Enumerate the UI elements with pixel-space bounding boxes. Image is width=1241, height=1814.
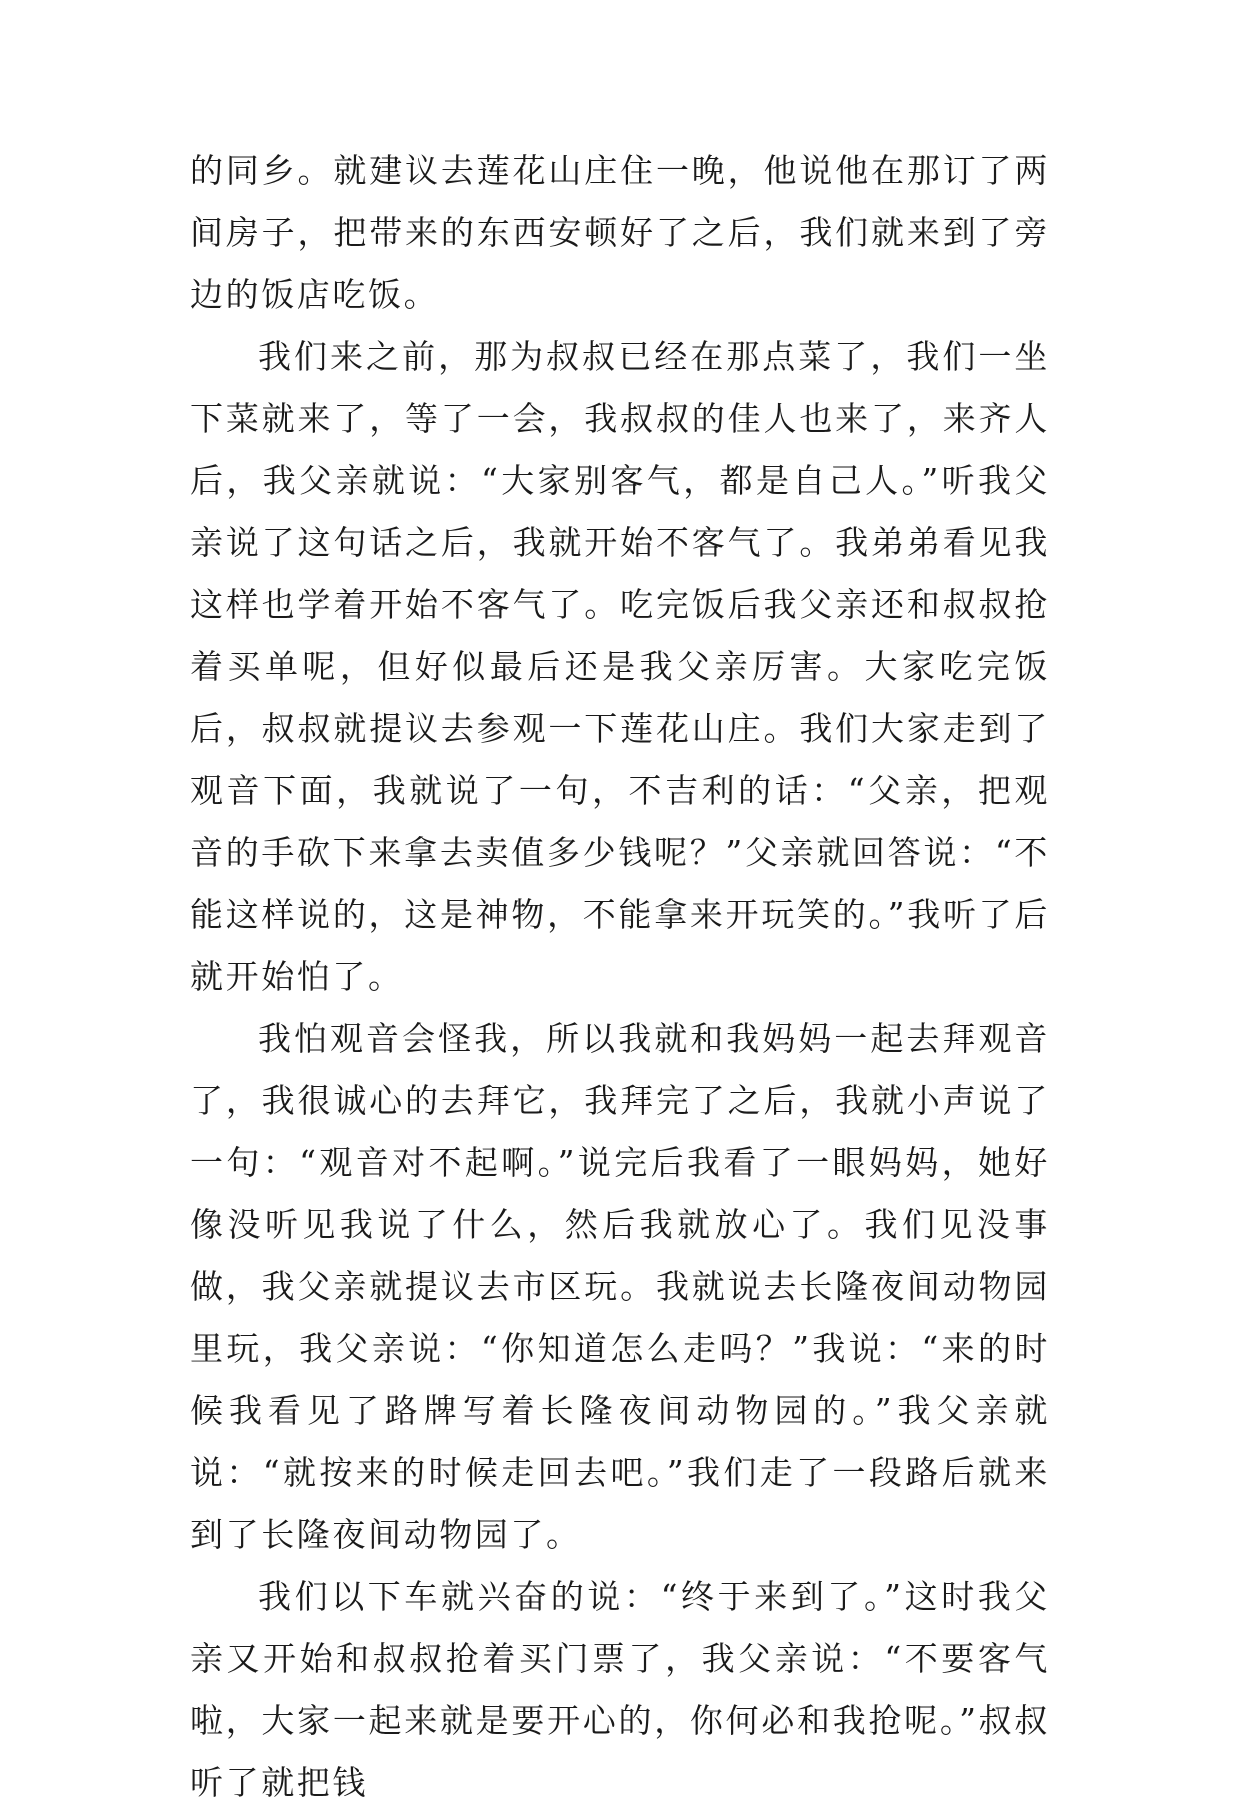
paragraph-4: 我们以下车就兴奋的说：“终于来到了。”这时我父亲又开始和叔叔抢着买门票了，我父亲说：“不要客气啦，大家一起来就是要开心的，你何必和我抢呢。”叔叔听了就把钱 (190, 1577, 1050, 1802)
paragraph-1: 的同乡。就建议去莲花山庄住一晚，他说他在那订了两间房子，把带来的东西安顿好了之后，我们就来到了旁边的饭店吃饭。 (190, 151, 1050, 314)
paragraph-3: 我怕观音会怪我，所以我就和我妈妈一起去拜观音了，我很诚心的去拜它，我拜完了之后，我就小声说了一句：“观音对不起啊。”说完后我看了一眼妈妈，她好像没听见我说了什么，然后我就放心了。我们见没事做，我父亲就提议去市区玩。我就说去长隆夜间动物园里玩，我父亲说：“你知道怎么走吗？”我说：“来的时候我看见了路牌写着长隆夜间动物园的。”我父亲就说：“就按来的时候走回去吧。”我们走了一段路后就来到了长隆夜间动物园了。 (190, 1019, 1050, 1554)
paragraph-2: 我们来之前，那为叔叔已经在那点菜了，我们一坐下菜就来了，等了一会，我叔叔的佳人也来了，来齐人后，我父亲就说：“大家别客气，都是自己人。”听我父亲说了这句话之后，我就开始不客气了。我弟弟看见我这样也学着开始不客气了。吃完饭后我父亲还和叔叔抢着买单呢，但好似最后还是我父亲厉害。大家吃完饭后，叔叔就提议去参观一下莲花山庄。我们大家走到了观音下面，我就说了一句，不吉利的话：“父亲，把观音的手砍下来拿去卖值多少钱呢？”父亲就回答说：“不能这样说的，这是神物，不能拿来开玩笑的。”我听了后就开始怕了。 (190, 337, 1050, 996)
body-text (190, 140, 1050, 1814)
